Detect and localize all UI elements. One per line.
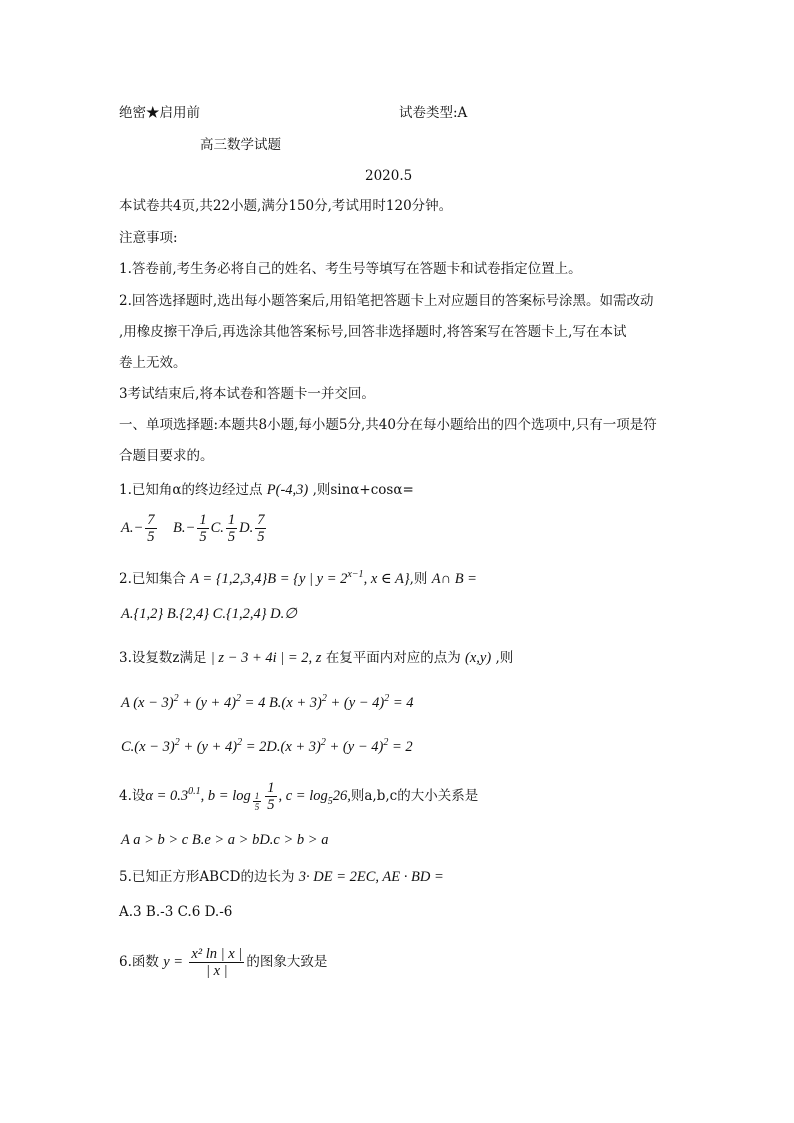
intro-text: 本试卷共4页,共22小题,满分150分,考试用时120分钟。 bbox=[119, 198, 453, 214]
q6-stem-a: 6.函数 bbox=[119, 954, 159, 970]
question-6-stem bbox=[119, 946, 327, 979]
q1-opt-c-frac: $\frac{1}{5}$ bbox=[227, 512, 236, 545]
q1-point: P(-4,3) bbox=[266, 482, 309, 498]
q1-opt-d-frac: $\frac{7}{5}$ bbox=[257, 512, 265, 545]
note-1: 1.答卷前,考生务必将自己的姓名、考生号等填写在答题卡和试卷指定位置上。 bbox=[119, 261, 582, 277]
q1-opt-b-frac: $\frac{1}{5}$ bbox=[199, 512, 207, 545]
question-4-stem bbox=[119, 780, 478, 813]
paper-type-label: 试卷类型:A bbox=[399, 105, 468, 121]
note-2-line-3: 卷上无效。 bbox=[119, 355, 187, 371]
question-4-options: A a > b > c B.e > a > bD.c > b > a bbox=[121, 832, 329, 848]
q1-opt-b-label: B.− bbox=[173, 519, 196, 536]
q2-stem-b: ,则 bbox=[409, 570, 428, 587]
q2-sets: A = {1,2,3,4}B = {y | $y = 2^{x-1}$, x ∈ A} bbox=[190, 569, 410, 587]
q1-stem-a: 1.已知角α的终边经过点 bbox=[119, 482, 263, 498]
q5-vector-expression: 3· DE = 2EC, AE · BD = bbox=[298, 869, 444, 885]
q2-stem-a: 2.已知集合 bbox=[119, 570, 186, 587]
note-3: 3考试结束后,将本试卷和答题卡一并交回。 bbox=[119, 386, 375, 402]
note-2-line-1: 2.回答选择题时,选出每小题答案后,用铅笔把答题卡上对应题目的答案标号涂黑。如需改动 bbox=[119, 293, 654, 309]
q6-fraction: $\frac{\text{x² ln | x |}}{| x |}$ bbox=[191, 946, 243, 979]
note-2-line-2: ,用橡皮擦干净后,再选涂其他答案标号,回答非选择题时,将答案写在答题卡上,写在本试 bbox=[119, 324, 627, 340]
q3-point: (x,y) bbox=[465, 650, 492, 666]
q3-stem-a: 3.设复数z满足 bbox=[119, 650, 207, 666]
question-2-stem bbox=[119, 566, 477, 588]
q1-opt-c-label: C. bbox=[210, 519, 224, 536]
question-3-options-ab: A $(x - 3)^2 + (y + 4)^2 = 4$ $B.(x + 3)^2 + (y - 4)^2 = 4$ bbox=[121, 693, 414, 711]
q3-stem-c: ,则 bbox=[495, 650, 514, 666]
q1-stem-b: ,则sinα+cosα= bbox=[312, 482, 414, 498]
q4-stem-a: 4.设 bbox=[119, 787, 146, 804]
question-3-stem bbox=[119, 649, 513, 667]
q1-opt-d-label: D. bbox=[239, 519, 254, 536]
section-1-line-2: 合题目要求的。 bbox=[119, 448, 214, 464]
q2-tail: A∩ B = bbox=[431, 570, 477, 587]
q1-opt-a-frac: $\frac{7}{5}$ bbox=[147, 512, 155, 545]
q6-y: y = bbox=[163, 954, 184, 970]
q5-stem-a: 5.已知正方形ABCD的边长为 bbox=[119, 869, 295, 885]
question-1-stem bbox=[119, 481, 414, 499]
secret-label: 绝密★启用前 bbox=[119, 105, 200, 121]
q3-stem-b: 在复平面内对应的点为 bbox=[325, 650, 461, 666]
section-1-line-1: 一、单项选择题:本题共8小题,每小题5分,共40分在每小题给出的四个选项中,只有一项是符 bbox=[119, 417, 657, 433]
exam-date: 2020.5 bbox=[365, 168, 413, 184]
question-5-stem bbox=[119, 868, 444, 886]
page-title: 高三数学试题 bbox=[200, 137, 281, 153]
q4-expression: $\alpha = 0.3^{0.1}$, b = log $_{\frac{1}{5}}$ $\frac{1}{5}$ , $c = \log_526$, bbox=[145, 780, 351, 813]
question-2-options: A.{1,2} B.{2,4} C.{1,2,4} D.∅ bbox=[121, 606, 297, 622]
q1-opt-a-label: A.− bbox=[121, 519, 144, 536]
q3-condition: | z − 3 + 4i | = 2, z bbox=[210, 650, 322, 666]
question-3-options-cd: $C.(x - 3)^2 + (y + 4)^2 = 2D.(x + 3)^2 + (y - 4)^2 = 2$ bbox=[121, 737, 413, 755]
q6-stem-b: 的图象大致是 bbox=[246, 954, 328, 970]
notes-heading: 注意事项: bbox=[119, 230, 178, 246]
q4-stem-b: 则a,b,c的大小关系是 bbox=[350, 787, 479, 804]
question-1-options bbox=[121, 512, 268, 545]
question-5-options: A.3 B.-3 C.6 D.-6 bbox=[119, 904, 233, 920]
